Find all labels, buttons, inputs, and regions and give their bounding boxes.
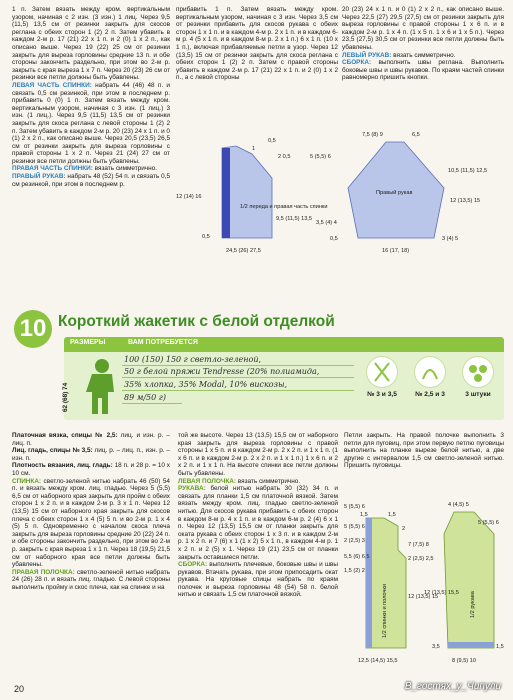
- paragraph: светло-зеленой нитью набрать 24 (26) 28 п. и вязать лиц. гладью. С левой стороны выполнить пройму и скос плеча, как на спинке и на: [12, 568, 172, 591]
- top-pattern-diagram: [176, 128, 506, 300]
- dim-label: 12,5 (14,5) 15,5: [358, 658, 398, 664]
- sleeve-piece-shape: [444, 512, 494, 648]
- sleeve-piece-label: 1/2 рукава: [470, 591, 476, 618]
- child-silhouette-icon: [80, 358, 120, 416]
- bottom-column-2: [178, 432, 338, 680]
- paragraph: прибавить 1 п. Затем вязать между кром. вертикальным узором, начиная с 3 изн. Через 3,5 см от резинки прибавить для скосов рукава с обеих сторон 1 х 1 п. и в каждом 4-м р. 2 х 1 п. и в каждом 6-м р. 4 (5 х 1 п. и в каждом 8-м р. 2 х 1 п.) 6 х 1 п. (10 х 1 п.), включая прибавляемые петли в узор. Через 12 (13,5) 15 см от резинки закрыть для скоса реглана с обеих сторон 1 (2) 2 п. Затем с правой стороны убавить в каждом 2-м р. 17 (21) 22 х 1 п. и 2 (0) 1 х 2 п., а с левой стороны: [176, 6, 340, 82]
- material-underline: [122, 390, 354, 391]
- dim-label: 1,5 (2) 2: [344, 568, 365, 574]
- knitting-needles-icon: [366, 356, 398, 388]
- dim-label: 4 (4,5) 5: [448, 502, 469, 508]
- bottom-column-1: [12, 432, 170, 680]
- paragraph: лиц. р. – лиц. п., изн. р. – изн. п.: [12, 447, 172, 462]
- tool-label: № 2,5 и 3: [415, 391, 445, 398]
- dim-label: 3,5: [432, 644, 440, 650]
- dim-label: 16 (17, 18): [382, 248, 410, 254]
- paragraph: светло-зеленой нитью набрать 46 (50) 54 п. и вязать между кром. лиц. гладью. Через 5 (5,5) 6,5 см от наборного края закрыть для пройм с обеих сторон 1 х 2 п. и в каждом 2-м р. 3 х 1 п. Через 12 (13,5) 15 см от наборного края закрыть для скосов плеча с обеих сторон 1 х 4 (5) 5 п. и во 2-м р. 1 х 4 (5) 5 п. Одновременно с началом скоса плеча закрыть для выреза горловины средние 20 (22) 24 п. и обе стороны закончить раздельно, при этом во 2-м р. закрыть с края выреза 1 х 1 п. Через 18 (19,5) 21,5 см от наборного края все петли должны быть убавлены.: [12, 477, 172, 569]
- dim-label: 24,5 (26) 27,5: [226, 248, 261, 254]
- section-heading-right-sleeve: ПРАВЫЙ РУКАВ:: [12, 173, 66, 181]
- text-column-2: [176, 6, 338, 116]
- dim-label: 2 (2,5) 2,5: [408, 556, 434, 562]
- dim-label: 12 (14) 16: [176, 194, 202, 200]
- paragraph: лиц. и изн. р. – лиц. п.: [12, 432, 172, 447]
- section-heading-assembly: СБОРКА:: [342, 59, 372, 67]
- dim-label: 1,5: [360, 512, 368, 518]
- dim-label: 1: [252, 146, 256, 152]
- paragraph: вязать симметрично.: [92, 165, 157, 173]
- dim-label: 12 (13,5) 15: [408, 594, 439, 600]
- front-piece-label: 1/2 спинки и полочки: [382, 584, 388, 638]
- paragraph: выполнить плечевые, боковые швы и швы рукавов. Втачать рукава, при этом припосадить окат рукава. На круговые спицы набрать по краям полочек и выреза горловины 48 (54) 58 п. белой нитью и связать 1,5 см платочной вязкой.: [178, 561, 340, 599]
- text-column-1: [12, 6, 170, 188]
- dim-label: 5 (5,5) 6: [478, 520, 499, 526]
- material-line: 35% хлопка, 35% Modal, 10% вискозы,: [124, 380, 288, 389]
- material-line: 100 (150) 150 г светло-зеленой,: [124, 355, 262, 364]
- section-heading-right-front: ПРАВАЯ ПОЛОЧКА:: [12, 568, 75, 576]
- dim-label: 6,5: [412, 132, 420, 138]
- dim-label: 2: [402, 526, 406, 532]
- paragraph: вязать симметрично.: [236, 477, 301, 485]
- dim-label: 9,5 (11,5) 13,5: [276, 216, 312, 222]
- tool-needles: [360, 356, 404, 398]
- sizes-label: РАЗМЕРЫ: [70, 339, 106, 346]
- paragraph: вязать симметрично.: [391, 51, 456, 59]
- body-piece-label: 1/2 переда и правая часть спинки: [240, 204, 328, 210]
- dim-label: 2 0,5: [278, 154, 291, 160]
- material-underline: [122, 365, 354, 366]
- dim-label: 5 (5,5) 6: [344, 524, 365, 530]
- tool-buttons: [456, 356, 500, 398]
- text-column-3: [342, 6, 504, 116]
- needs-label: ВАМ ПОТРЕБУЕТСЯ: [128, 339, 198, 346]
- section-heading-left-front: ЛЕВАЯ ПОЛОЧКА:: [178, 477, 237, 485]
- bold-term: Плотность вязания, лиц. гладь:: [12, 462, 113, 470]
- project-number: 10: [19, 315, 47, 342]
- dim-label: 0,5: [202, 234, 210, 240]
- dim-label: 8 (9,5) 10: [452, 658, 476, 664]
- dim-label: 5,5 (6) 6,5: [344, 554, 370, 560]
- bottom-column-3: [344, 432, 504, 492]
- paragraph: выполнить швы реглана. Выполнить боковые швы и швы рукавов. По краям частей спинки равномерно пришить кнопки.: [342, 59, 506, 82]
- sleeve-band-shape: [448, 642, 494, 648]
- paragraph: набрать 48 (52) 54 п. и связать 0,5 см резинкой, при этом в последнем р.: [12, 173, 172, 188]
- paragraph: 20 (23) 24 х 1 п. и 0 (1) 2 х 2 п., как описано выше. Через 22,5 (27) 29,5 (27,5) см от резинки закрыть для выреза горловины с правой стороны 1 х 6 п. и в каждом 2-м р. 1 х 4 п. (1 х 5 п. 1 х 6 и 1 х 5 п.). Через 23,5 (27,5) 30,5 см от резинки все петли должны быть убавлены.: [342, 6, 506, 51]
- paragraph: Петли закрыть. На правой полочке выполнить 3 петли для пуговиц, при этом первую петлю пуговицы выполнить на планке вырезе белой нитью, а две другие с интервалом 1,5 см светло-зеленой нитью. Пришить пуговицы.: [344, 432, 506, 470]
- dim-label: 5 (5,5) 6: [310, 154, 331, 160]
- page-number: 20: [14, 684, 25, 694]
- dim-label: 3 (4) 5: [442, 236, 459, 242]
- paragraph: набрать 44 (46) 48 п. и связать 0,5 см резинкой, при этом в последнем р. прибавить 0 (0) 1 п. Затем вязать между кром. вертикальным узором, начиная с 3 изн. (1 лиц.) 3 изн. (1 лиц.). Через 9,5 (11,5) 13,5 см от резинки закрыть для скоса реглана с левой стороны 1 (2) 2 п. Затем убавить в каждом 2-м р. 20 (23) 24 х 1 п. и 0 (1) 2 х 2 п., как описано выше. Через 20,5 (23,5) 26,5 см от резинки закрыть для выреза горловины с правой стороны 1 х 2 п. Через 21 (24) 27 см от резинки все петли должны быть убавлены.: [12, 81, 172, 165]
- paragraph: 1 п. Затем вязать между кром. вертикальным узором, начиная с 2 изн. (3 изн.) 1 лиц. Через 9,5 (11,5) 13,5 см от резинки закрыть для скосов реглана с обеих сторон 1 (2) 2 п. Затем убавить в каждом 2-м р. 17 (21) 22 х 1 п. и 2 (0) 1 х 2 п., как описано выше. Через 19 (22) 25 см от резинки закрыть для выреза горловины средние 13 п. и обе стороны закончить раздельно, при этом во 2-м р. закрыть с края выреза 1 х 7 п. Через 20 (23) 26 см от резинки все петли должны быть убавлены.: [12, 6, 172, 82]
- dim-label: 7,5 (8) 9: [362, 132, 383, 138]
- dim-label: 0,5: [268, 138, 276, 144]
- bottom-pattern-diagram: [344, 498, 508, 676]
- circular-needle-icon: [414, 356, 446, 388]
- tool-label: № 3 и 3,5: [367, 391, 397, 398]
- dim-label: 1,5: [496, 644, 504, 650]
- tool-circular-needle: [408, 356, 452, 398]
- bold-term: Платочная вязка, спицы № 2,5:: [12, 432, 118, 439]
- watermark: В_гостях_у_Чипули: [404, 681, 501, 692]
- section-heading-left-sleeve: ЛЕВЫЙ РУКАВ:: [342, 51, 392, 59]
- project-title: Короткий жакетик с белой отделкой: [58, 313, 335, 330]
- dim-label: 0,5: [330, 236, 338, 242]
- tool-label: 3 штуки: [465, 391, 491, 398]
- sizes-value: 62 (68) 74: [62, 382, 69, 412]
- material-line: 89 м/50 г): [124, 393, 166, 402]
- dim-label: 7 (7,5) 8: [408, 542, 429, 548]
- sleeve-piece-label: Правый рукав: [376, 190, 413, 196]
- section-heading-back: СПИНКА:: [12, 477, 42, 485]
- dim-label: 1,5: [388, 512, 396, 518]
- bold-term: Лиц. гладь, спицы № 3,5:: [12, 447, 93, 455]
- dim-label: 2 (2,5) 3: [344, 538, 365, 544]
- paragraph: 18 п. и 28 р. = 10 х 10 см.: [12, 462, 172, 477]
- section-heading-right-back: ПРАВАЯ ЧАСТЬ СПИНКИ:: [12, 165, 93, 173]
- paragraph: той же высоте. Через 13 (13,5) 15,5 см от наборного края закрыть для выреза горловины с правой стороны 1 х 5 п. и в каждом 2-м р. 2 х 2 п. и 1 х 1 п. (1 х 6 п. и в каждом 2-м р. 2 х 2 п. и 1 х 1 п.) 1 х 6 п. и 2 х 2 п. и 1 х 1 п. На высоте спинки все петли должны быть убавлены.: [178, 432, 340, 477]
- dim-label: 5 (5,5) 6: [344, 504, 365, 510]
- section-heading-left-back: ЛЕВАЯ ЧАСТЬ СПИНКИ:: [12, 81, 92, 89]
- material-line: 50 г белой пряжи Tendresse (20% полиамида,: [124, 367, 320, 376]
- front-band-shape: [366, 518, 372, 648]
- section-heading-assembly: СБОРКА:: [178, 561, 208, 569]
- buttons-icon: [462, 356, 494, 388]
- paragraph: белой нитью набрать 30 (32) 34 п. и связать для планки 1,5 см платочной вязкой. Затем вязать между кром. лиц. гладью светло-зеленой нитью. Для скосов рукава прибавить с обеих сторон в каждом 8-м р. 4 х 1 п. и в каждом 6-м р. 2 (4) 6 х 1 п. Через 12 (13,5) 15,5 см от планки закрыть для оката рукава с обеих сторон 1 х 3 п. и в каждом 2-м р. 1 х 2 п. и 7 (6) х 1 (1 х 2) 5 х 1 п., в каждом 4-м р. 1 х 2 п. и 2 (5) х 1. Через 19 (21) 23,5 см от планки закрыть оставшиеся петли.: [178, 485, 340, 561]
- dim-label: 3,5 (4) 4: [316, 220, 337, 226]
- section-heading-sleeves: РУКАВА:: [178, 485, 206, 493]
- material-underline: [122, 377, 354, 378]
- body-band-shape: [222, 148, 230, 238]
- dim-label: 10,5 (11,5) 12,5: [448, 168, 488, 174]
- dim-label: 12 (13,5) 15: [450, 198, 481, 204]
- dim-label: 12 (13,5) 15,5: [424, 590, 459, 596]
- material-underline: [122, 403, 182, 404]
